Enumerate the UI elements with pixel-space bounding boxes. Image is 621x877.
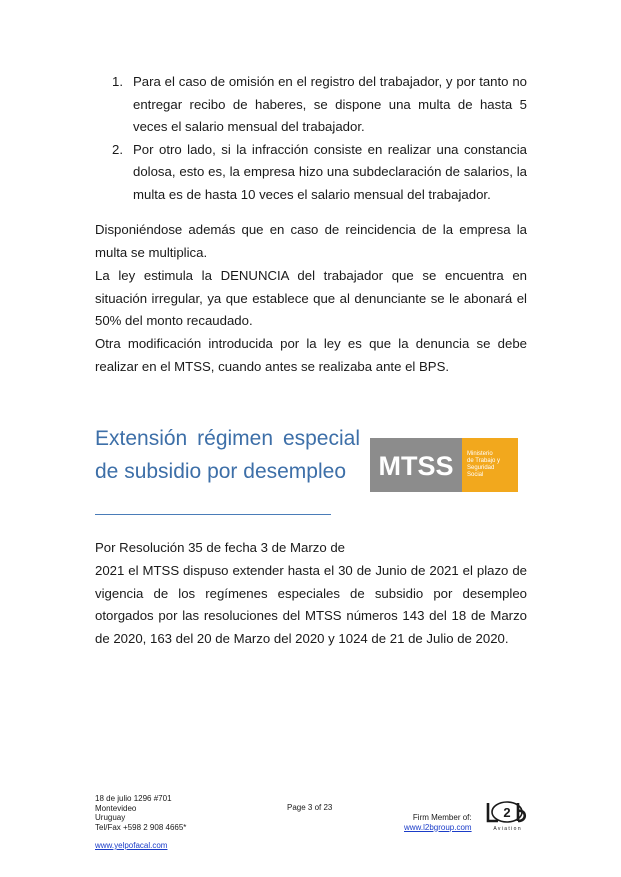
- logo-line-2: de Trabajo y: [467, 458, 501, 464]
- address-line: 18 de julio 1296 #701: [95, 794, 172, 803]
- logo-acronym: MTSS: [378, 451, 454, 481]
- mtss-logo: [370, 438, 518, 492]
- section-body-line1: Por Resolución 35 de fecha 3 de Marzo de: [95, 540, 345, 555]
- logo-tagline: A v i a t i o n: [493, 826, 521, 832]
- list-text: Para el caso de omisión en el registro del trabajador, y por tanto no entregar recibo de haberes, se dispone una multa de hasta 5 veces el salario mensual del trabajador.: [133, 74, 527, 135]
- paragraph-modificacion: Otra modificación introducida por la ley es que la denuncia se debe realizar en el MTSS, cuando antes se realizaba ante el BPS.: [95, 336, 527, 374]
- list-item: [112, 71, 527, 139]
- logo-line-1: Ministerio: [467, 451, 493, 457]
- section-title: Extensión régimen especial de subsidio por desempleo: [95, 427, 360, 483]
- list-text: Por otro lado, si la infracción consiste en realizar una constancia dolosa, esto es, la empresa hizo una subdeclaración de salarios, la multa es de hasta 10 veces el salario mensual del trabajador.: [133, 141, 527, 202]
- title-underline: [95, 514, 331, 515]
- address-line: Montevideo: [95, 803, 137, 813]
- address-line: Uruguay: [95, 813, 126, 822]
- l2b-aviation-logo: [482, 799, 532, 833]
- paragraph-reincidencia: Disponiéndose además que en caso de reincidencia de la empresa la multa se multiplica.: [95, 222, 527, 260]
- logo-line-4: Social: [467, 472, 484, 478]
- paragraph-denuncia: La ley estimula la DENUNCIA del trabajador que se encuentra en situación irregular, ya que establece que al denunciante se le abonará el 50% del monto recaudado.: [95, 268, 527, 329]
- infraction-list: [112, 71, 527, 207]
- list-number: 2.: [112, 141, 123, 157]
- list-item: [112, 139, 527, 207]
- list-number: 1.: [112, 74, 123, 89]
- website-link[interactable]: www.yelpofacal.com: [95, 841, 168, 850]
- firm-label: Firm Member of:: [412, 813, 472, 822]
- section-body: 2021 el MTSS dispuso extender hasta el 30 de Junio de 2021 el plazo de vigencia de los regímenes especiales de subsidio por desempleo otorgados por las resoluciones del MTSS números 143 del 18 de Marzo de 2020, 163 del 20 de Marzo del 2020 y 1024 de 21 de Julio de 2020.: [95, 563, 527, 646]
- firm-member: [404, 813, 472, 832]
- firm-link[interactable]: www.l2bgroup.com: [404, 822, 472, 832]
- logo-line-3: Seguridad: [467, 465, 495, 471]
- footer-address: [95, 794, 186, 832]
- logo-digit: 2: [503, 805, 511, 820]
- page-number: Page 3 of 23: [287, 803, 333, 812]
- address-line: Tel/Fax +598 2 908 4665*: [95, 822, 187, 832]
- logo-letter-b: [518, 803, 525, 821]
